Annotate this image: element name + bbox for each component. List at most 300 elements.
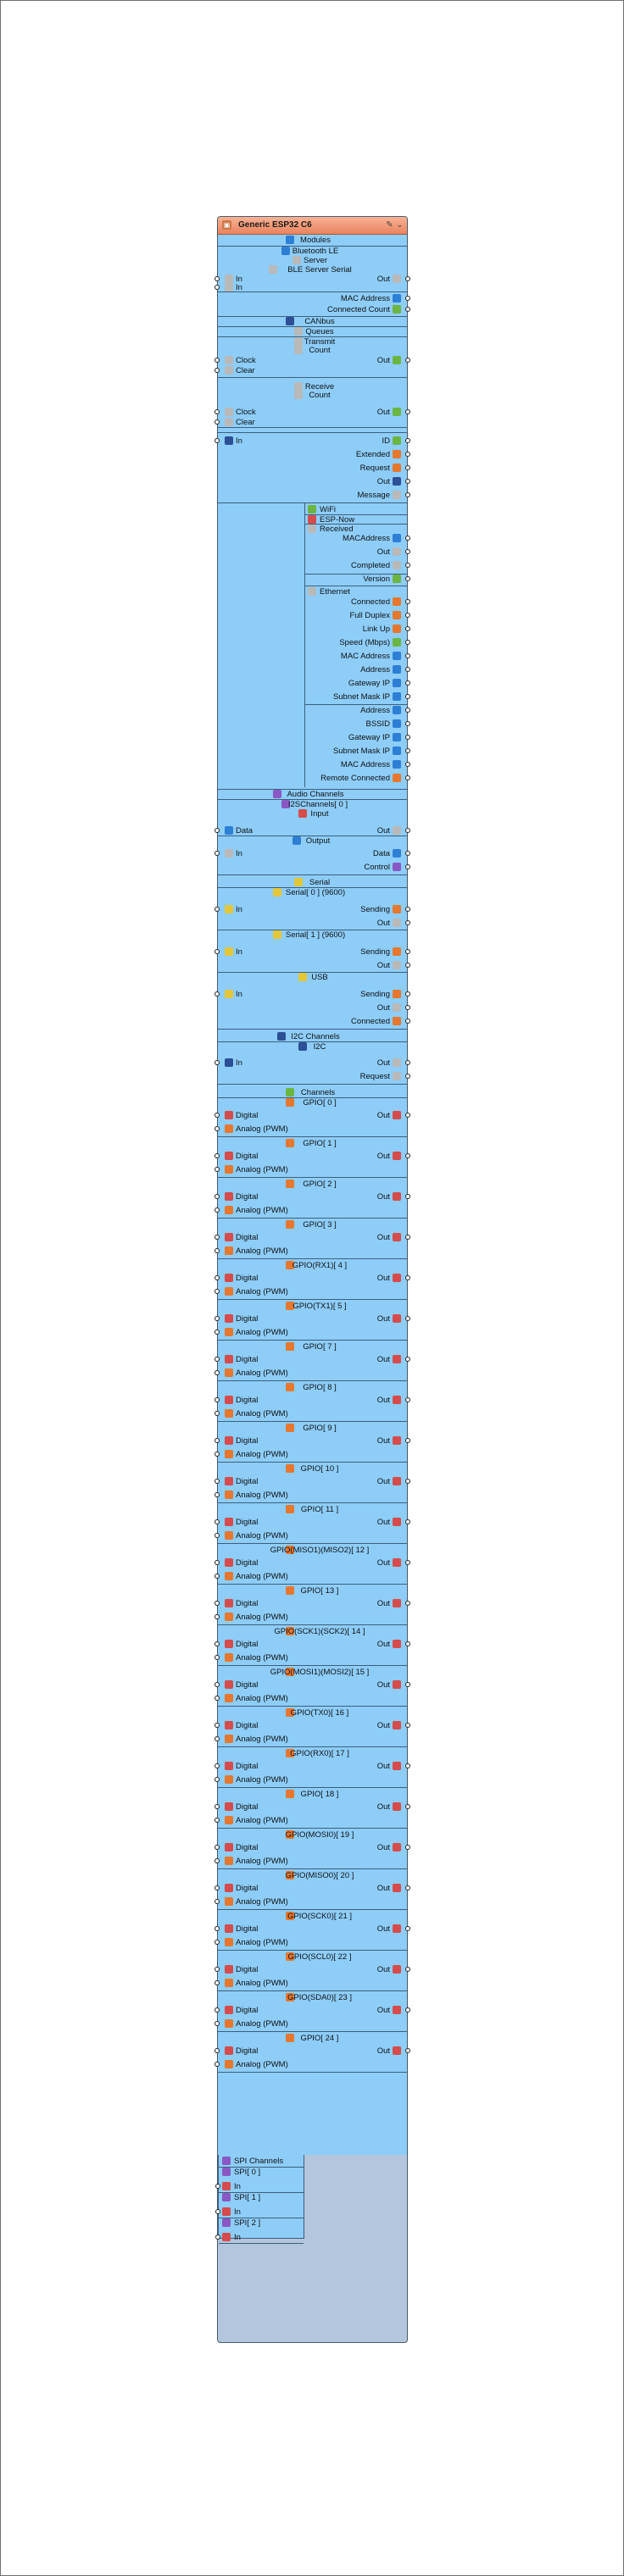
gpio-label-15: GPIO(TX0)[ 16 ] [290, 1708, 349, 1718]
component-body [218, 235, 407, 2155]
can-id-icon [393, 436, 401, 445]
wifi-status-4-icon [393, 760, 401, 769]
usb-out-pin[interactable] [405, 1005, 410, 1010]
divider [218, 1828, 407, 1829]
wifi-status-5-pin[interactable] [405, 775, 410, 780]
divider [218, 1706, 407, 1707]
spi-channels-icon [222, 2157, 231, 2165]
ble-in2-icon [225, 283, 233, 291]
gpio-digital-7-pin[interactable] [214, 1397, 220, 1402]
i2c-out-icon [393, 1058, 401, 1067]
gpio-analog-10-pin[interactable] [214, 1533, 220, 1538]
rx-clear-label: Clear [236, 418, 255, 427]
ble-in2-label: In [236, 283, 242, 292]
rx-clock-label: Clock [236, 408, 256, 417]
gpio-digital-8-label: Digital [236, 1436, 259, 1446]
divider [218, 1950, 407, 1951]
serial-in-0-pin[interactable] [214, 907, 220, 912]
wifi-label: WiFi [320, 505, 336, 514]
gpio-digital-6-pin[interactable] [214, 1357, 220, 1362]
tx-clock-label: Clock [236, 356, 256, 365]
gpio-analog-14-pin[interactable] [214, 1696, 220, 1701]
espnow-mac-pin[interactable] [405, 536, 410, 541]
gpio-digital-4-pin[interactable] [214, 1275, 220, 1280]
wifi-status-5-icon [393, 774, 401, 782]
gpio-analog-8-pin[interactable] [214, 1452, 220, 1457]
gpio-digital-8-pin[interactable] [214, 1438, 220, 1443]
eth-row-1-pin[interactable] [405, 613, 410, 618]
gpio-digital-15-pin[interactable] [214, 1723, 220, 1728]
gpio-out-10-icon [393, 1518, 401, 1526]
ble-mac-pin[interactable] [405, 296, 410, 301]
gpio-analog-7-label: Analog (PWM) [236, 1409, 288, 1418]
gpio-analog-2-pin[interactable] [214, 1208, 220, 1213]
usb-icon [298, 973, 307, 981]
audio-out-label: Out [376, 826, 390, 836]
gpio-out-12-label: Out [376, 1599, 390, 1608]
divider [218, 1868, 407, 1869]
receive-count-icon [294, 391, 303, 399]
divider [218, 1502, 407, 1503]
gpio-out-13-icon [393, 1640, 401, 1648]
gpio-digital-17-label: Digital [236, 1802, 259, 1812]
gpio-out-16-label: Out [376, 1762, 390, 1771]
gpio-analog-12-pin[interactable] [214, 1614, 220, 1619]
tx-out-icon [393, 356, 401, 364]
gpio-label-6: GPIO[ 7 ] [303, 1342, 337, 1352]
gpio-analog-20-label: Analog (PWM) [236, 1938, 288, 1947]
gpio-analog-6-pin[interactable] [214, 1370, 220, 1375]
audio-label: Audio Channels [287, 790, 344, 799]
divider [218, 427, 407, 428]
spi-panel [218, 2155, 304, 2242]
gpio-out-15-label: Out [376, 1721, 390, 1730]
gpio-out-19-pin[interactable] [405, 1885, 410, 1890]
gpio-icon-12 [286, 1586, 294, 1595]
serial-port-icon-0 [273, 888, 281, 897]
gpio-digital-7-label: Digital [236, 1396, 259, 1405]
eth-row-4-icon [393, 652, 401, 660]
gpio-digital-14-label: Digital [236, 1680, 259, 1690]
gpio-digital-4-label: Digital [236, 1274, 259, 1283]
audio-control-pin[interactable] [405, 864, 410, 869]
gpio-out-20-pin[interactable] [405, 1926, 410, 1931]
wifi-status-1-pin[interactable] [405, 721, 410, 726]
divider [218, 502, 407, 503]
spi-in-icon-0 [222, 2182, 231, 2190]
i2c-channels-icon [277, 1032, 286, 1041]
serial-out-0-pin[interactable] [405, 920, 410, 925]
gpio-analog-20-icon [225, 1938, 233, 1946]
eth-row-4-label: MAC Address [340, 652, 390, 661]
ble-in2-pin[interactable] [214, 285, 220, 290]
gpio-analog-1-icon [225, 1165, 233, 1174]
wifi-status-0-pin[interactable] [405, 708, 410, 713]
gpio-out-2-icon [393, 1192, 401, 1201]
serial-label: Serial [309, 878, 331, 887]
i2s-label: I2SChannels[ 0 ] [287, 800, 348, 809]
gpio-out-10-pin[interactable] [405, 1519, 410, 1524]
tx-out-pin[interactable] [405, 358, 410, 363]
serial-sending-0-pin[interactable] [405, 907, 410, 912]
rx-out-pin[interactable] [405, 409, 410, 414]
can-out-pin[interactable] [405, 479, 410, 484]
gpio-analog-1-label: Analog (PWM) [236, 1165, 288, 1174]
gpio-analog-22-label: Analog (PWM) [236, 2019, 288, 2029]
audio-data-out-pin[interactable] [405, 851, 410, 856]
ble-in1-label: In [236, 275, 242, 284]
gpio-analog-7-pin[interactable] [214, 1411, 220, 1416]
gpio-out-1-pin[interactable] [405, 1153, 410, 1158]
spi-in-label-0: In [234, 2182, 241, 2191]
gpio-analog-3-icon [225, 1246, 233, 1255]
gpio-digital-23-icon [225, 2046, 233, 2055]
gpio-out-0-icon [393, 1111, 401, 1119]
usb-sending-pin[interactable] [405, 991, 410, 997]
audio-output-label: Output [305, 836, 331, 846]
gpio-analog-22-icon [225, 2019, 233, 2028]
divider [218, 432, 407, 433]
can-out-icon [393, 477, 401, 486]
spi-in-label-2: In [234, 2233, 241, 2242]
wifi-status-2-pin[interactable] [405, 735, 410, 740]
divider [218, 291, 407, 292]
chip-icon: ▣ [223, 221, 231, 229]
gpio-analog-22-pin[interactable] [214, 2021, 220, 2026]
divider [218, 1624, 407, 1625]
gpio-digital-0-pin[interactable] [214, 1113, 220, 1118]
gpio-digital-16-pin[interactable] [214, 1763, 220, 1768]
gpio-analog-12-icon [225, 1613, 233, 1621]
esp-now-icon [308, 515, 316, 524]
gpio-analog-21-label: Analog (PWM) [236, 1979, 288, 1988]
gpio-out-21-icon [393, 1965, 401, 1974]
gpio-out-14-icon [393, 1680, 401, 1689]
gpio-out-9-pin[interactable] [405, 1479, 410, 1484]
audio-in-label: In [236, 849, 242, 858]
eth-row-6-pin[interactable] [405, 680, 410, 686]
gpio-out-5-pin[interactable] [405, 1316, 410, 1321]
serial-in-1-icon [225, 947, 233, 956]
gpio-out-13-pin[interactable] [405, 1641, 410, 1646]
serial-port-icon-1 [273, 930, 281, 939]
wifi-version-pin[interactable] [405, 576, 410, 581]
gpio-analog-3-label: Analog (PWM) [236, 1246, 288, 1256]
eth-row-6-icon [393, 679, 401, 687]
spi-in-pin-1[interactable] [215, 2209, 220, 2214]
chevron-down-icon[interactable]: ⌄ [396, 220, 404, 230]
gpio-digital-16-label: Digital [236, 1762, 259, 1771]
ble-mac-label: MAC Address [340, 294, 390, 303]
wifi-status-4-pin[interactable] [405, 762, 410, 767]
gpio-out-11-label: Out [376, 1558, 390, 1568]
espnow-out-pin[interactable] [405, 549, 410, 554]
gpio-digital-15-label: Digital [236, 1721, 259, 1730]
gpio-digital-15-icon [225, 1721, 233, 1729]
gpio-out-15-icon [393, 1721, 401, 1729]
gpio-digital-22-pin[interactable] [214, 2007, 220, 2012]
ble-count-label: Connected Count [327, 305, 390, 314]
gpio-out-21-label: Out [376, 1965, 390, 1974]
gpio-analog-16-pin[interactable] [214, 1777, 220, 1782]
divider [218, 1787, 407, 1788]
wifi-status-3-pin[interactable] [405, 748, 410, 753]
can-extended-pin[interactable] [405, 452, 410, 457]
can-in-pin[interactable] [214, 438, 220, 443]
tx-clear-pin[interactable] [214, 368, 220, 373]
esp32-component[interactable] [217, 216, 408, 2343]
i2c-label: I2C [313, 1042, 326, 1052]
espnow-completed-pin[interactable] [405, 563, 410, 568]
divider [218, 1041, 407, 1042]
eth-row-1-label: Full Duplex [349, 611, 390, 620]
server-label: Server [304, 256, 327, 265]
ble-out-pin[interactable] [405, 276, 410, 281]
gpio-out-3-icon [393, 1233, 401, 1241]
queues-label: Queues [305, 327, 334, 336]
gpio-digital-13-pin[interactable] [214, 1641, 220, 1646]
gpio-out-5-label: Out [376, 1314, 390, 1324]
gpio-analog-4-pin[interactable] [214, 1289, 220, 1294]
gpio-out-1-icon [393, 1152, 401, 1160]
usb-connected-pin[interactable] [405, 1019, 410, 1024]
gpio-out-22-pin[interactable] [405, 2007, 410, 2012]
can-request-label: Request [359, 464, 390, 473]
ble-out-label: Out [376, 275, 390, 284]
gpio-out-3-pin[interactable] [405, 1235, 410, 1240]
wifi-status-4-label: MAC Address [340, 760, 390, 769]
gpio-label-14: GPIO(MOSI1)(MOSI2)[ 15 ] [270, 1668, 370, 1677]
serial-out-1-icon [393, 961, 401, 969]
spi-port-icon-2 [222, 2218, 231, 2227]
eth-row-3-pin[interactable] [405, 640, 410, 645]
gpio-icon-8 [286, 1424, 294, 1432]
gpio-icon-2 [286, 1180, 294, 1188]
gpio-out-5-icon [393, 1314, 401, 1323]
gpio-digital-14-pin[interactable] [214, 1682, 220, 1687]
divider [218, 1084, 407, 1085]
i2c-icon [298, 1042, 307, 1051]
divider [304, 704, 407, 705]
gpio-digital-20-pin[interactable] [214, 1926, 220, 1931]
gpio-analog-21-pin[interactable] [214, 1980, 220, 1985]
gpio-analog-0-pin[interactable] [214, 1126, 220, 1131]
can-message-pin[interactable] [405, 492, 410, 497]
gpio-out-20-icon [393, 1924, 401, 1933]
wifi-status-1-icon [393, 719, 401, 728]
i2c-in-icon [225, 1058, 233, 1067]
gpio-out-6-icon [393, 1355, 401, 1363]
gpio-analog-5-pin[interactable] [214, 1330, 220, 1335]
gpio-analog-19-pin[interactable] [214, 1899, 220, 1904]
gpio-digital-18-pin[interactable] [214, 1845, 220, 1850]
gpio-digital-9-pin[interactable] [214, 1479, 220, 1484]
gpio-label-17: GPIO[ 18 ] [300, 1790, 339, 1799]
gpio-analog-1-pin[interactable] [214, 1167, 220, 1172]
gpio-out-0-pin[interactable] [405, 1113, 410, 1118]
rx-out-label: Out [376, 408, 390, 417]
gpio-out-12-pin[interactable] [405, 1601, 410, 1606]
usb-in-pin[interactable] [214, 991, 220, 997]
gpio-out-14-pin[interactable] [405, 1682, 410, 1687]
gpio-analog-15-pin[interactable] [214, 1736, 220, 1741]
eth-row-7-icon [393, 692, 401, 701]
pin-icon[interactable]: ✎ [386, 220, 393, 230]
gpio-analog-20-pin[interactable] [214, 1940, 220, 1945]
gpio-out-4-pin[interactable] [405, 1275, 410, 1280]
serial-out-1-pin[interactable] [405, 963, 410, 968]
usb-out-icon [393, 1003, 401, 1012]
eth-row-2-pin[interactable] [405, 626, 410, 631]
gpio-digital-21-pin[interactable] [214, 1967, 220, 1972]
gpio-analog-17-pin[interactable] [214, 1818, 220, 1823]
gpio-out-6-label: Out [376, 1355, 390, 1364]
gpio-digital-3-pin[interactable] [214, 1235, 220, 1240]
espnow-out-label: Out [376, 547, 390, 557]
can-id-pin[interactable] [405, 438, 410, 443]
eth-row-5-icon [393, 665, 401, 674]
eth-row-5-pin[interactable] [405, 667, 410, 672]
rx-clear-pin[interactable] [214, 419, 220, 425]
eth-row-4-pin[interactable] [405, 653, 410, 658]
serial-in-0-icon [225, 905, 233, 913]
gpio-analog-0-label: Analog (PWM) [236, 1124, 288, 1134]
gpio-out-21-pin[interactable] [405, 1967, 410, 1972]
gpio-digital-19-pin[interactable] [214, 1885, 220, 1890]
wifi-version-label: Version [363, 575, 390, 584]
gpio-label-13: GPIO(SCK1)(SCK2)[ 14 ] [274, 1627, 365, 1636]
gpio-digital-12-pin[interactable] [214, 1601, 220, 1606]
gpio-out-23-pin[interactable] [405, 2048, 410, 2053]
gpio-digital-5-pin[interactable] [214, 1316, 220, 1321]
serial-sending-1-pin[interactable] [405, 949, 410, 954]
divider [218, 1665, 407, 1666]
gpio-digital-18-icon [225, 1843, 233, 1852]
divider [218, 1029, 407, 1030]
eth-row-3-icon [393, 638, 401, 647]
spi-in-pin-0[interactable] [215, 2184, 220, 2189]
audio-out-pin[interactable] [405, 828, 410, 833]
rx-clear-icon [225, 418, 233, 426]
usb-in-label: In [236, 990, 242, 999]
can-request-pin[interactable] [405, 465, 410, 470]
wifi-status-3-icon [393, 747, 401, 755]
can-request-icon [393, 464, 401, 472]
gpio-analog-6-label: Analog (PWM) [236, 1368, 288, 1378]
modules-icon [286, 236, 294, 244]
gpio-out-11-pin[interactable] [405, 1560, 410, 1565]
can-in-label: In [236, 436, 242, 446]
gpio-digital-1-label: Digital [236, 1152, 259, 1161]
wifi-icon [308, 505, 316, 514]
ble-count-pin[interactable] [405, 307, 410, 312]
gpio-digital-18-label: Digital [236, 1843, 259, 1852]
i2c-request-pin[interactable] [405, 1074, 410, 1079]
spi-in-icon-1 [222, 2207, 231, 2216]
gpio-out-2-pin[interactable] [405, 1194, 410, 1199]
gpio-analog-9-pin[interactable] [214, 1492, 220, 1497]
ble-in1-pin[interactable] [214, 276, 220, 281]
gpio-out-3-label: Out [376, 1233, 390, 1242]
gpio-digital-20-label: Digital [236, 1924, 259, 1934]
component-title-bar[interactable] [218, 217, 407, 235]
eth-row-7-pin[interactable] [405, 694, 410, 699]
gpio-analog-18-pin[interactable] [214, 1858, 220, 1863]
gpio-out-16-pin[interactable] [405, 1763, 410, 1768]
gpio-out-8-pin[interactable] [405, 1438, 410, 1443]
usb-out-label: Out [376, 1003, 390, 1013]
divider [218, 1177, 407, 1178]
gpio-digital-2-pin[interactable] [214, 1194, 220, 1199]
rx-clock-pin[interactable] [214, 409, 220, 414]
spi-in-icon-2 [222, 2233, 231, 2241]
divider [218, 1380, 407, 1381]
audio-in-pin[interactable] [214, 851, 220, 856]
divider [218, 1218, 407, 1219]
gpio-digital-10-icon [225, 1518, 233, 1526]
gpio-analog-3-pin[interactable] [214, 1248, 220, 1253]
gpio-label-12: GPIO[ 13 ] [300, 1586, 339, 1596]
divider [218, 1462, 407, 1463]
gpio-digital-23-pin[interactable] [214, 2048, 220, 2053]
gpio-digital-1-pin[interactable] [214, 1153, 220, 1158]
wifi-status-0-label: Address [360, 706, 390, 715]
gpio-out-23-label: Out [376, 2046, 390, 2056]
gpio-out-17-pin[interactable] [405, 1804, 410, 1809]
divider [218, 1909, 407, 1910]
gpio-out-18-pin[interactable] [405, 1845, 410, 1850]
gpio-digital-22-label: Digital [236, 2006, 259, 2015]
audio-icon [273, 790, 281, 798]
gpio-out-8-label: Out [376, 1436, 390, 1446]
tx-clock-pin[interactable] [214, 358, 220, 363]
gpio-analog-11-pin[interactable] [214, 1574, 220, 1579]
gpio-analog-13-label: Analog (PWM) [236, 1653, 288, 1663]
usb-sending-icon [393, 990, 401, 998]
gpio-out-15-pin[interactable] [405, 1723, 410, 1728]
i2c-in-pin[interactable] [214, 1060, 220, 1065]
gpio-digital-17-pin[interactable] [214, 1804, 220, 1809]
i2c-out-pin[interactable] [405, 1060, 410, 1065]
eth-row-1-icon [393, 611, 401, 619]
spi-port-label-1: SPI[ 1 ] [234, 2193, 261, 2202]
gpio-label-19: GPIO(MISO0)[ 20 ] [285, 1871, 354, 1880]
ble-mac-icon [393, 294, 401, 303]
gpio-analog-13-pin[interactable] [214, 1655, 220, 1660]
gpio-digital-10-pin[interactable] [214, 1519, 220, 1524]
gpio-digital-11-pin[interactable] [214, 1560, 220, 1565]
gpio-digital-3-icon [225, 1233, 233, 1241]
bluetooth-label: Bluetooth LE [292, 247, 339, 256]
gpio-out-6-pin[interactable] [405, 1357, 410, 1362]
gpio-digital-7-icon [225, 1396, 233, 1404]
serial-sending-0-icon [393, 905, 401, 913]
divider [219, 2192, 304, 2193]
gpio-analog-23-pin[interactable] [214, 2062, 220, 2067]
gpio-digital-11-icon [225, 1558, 233, 1567]
can-id-label: ID [382, 436, 390, 446]
gpio-analog-19-icon [225, 1897, 233, 1906]
gpio-out-7-pin[interactable] [405, 1397, 410, 1402]
audio-data-pin[interactable] [214, 828, 220, 833]
serial-in-1-pin[interactable] [214, 949, 220, 954]
eth-row-0-pin[interactable] [405, 599, 410, 604]
gpio-analog-8-label: Analog (PWM) [236, 1450, 288, 1459]
gpio-analog-5-icon [225, 1328, 233, 1336]
transmit-count-label: Count [309, 346, 331, 355]
audio-data-out-label: Data [372, 849, 390, 858]
spi-in-pin-2[interactable] [215, 2235, 220, 2240]
